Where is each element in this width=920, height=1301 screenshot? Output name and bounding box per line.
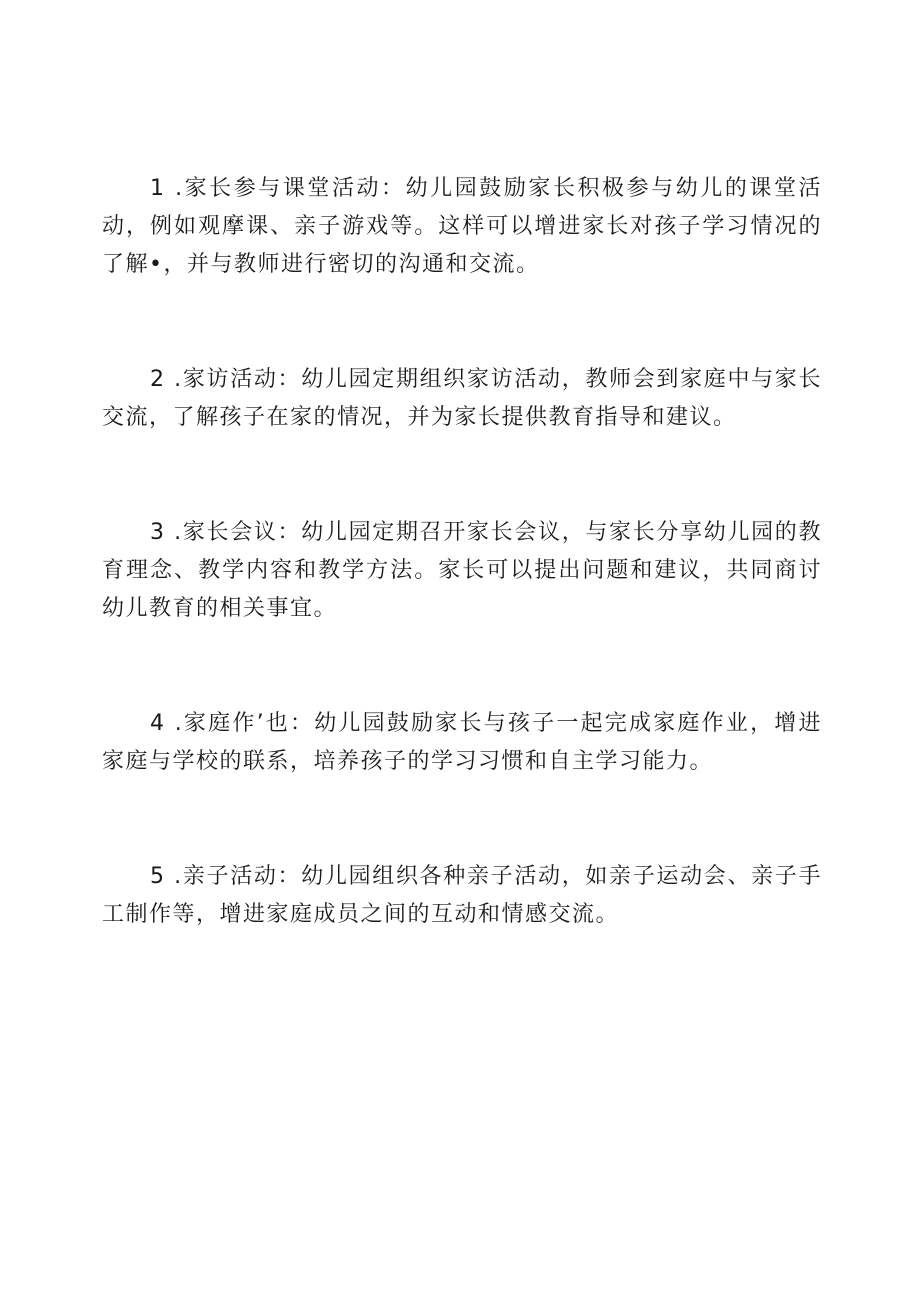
item-number: 5 xyxy=(150,864,166,889)
item-text: .家长会议：幼儿园定期召开家长会议，与家长分享幼儿园的教育理念、教学内容和教学方法。家长可以提出问题和建议，共同商讨幼儿教育的相关事宜。 xyxy=(102,520,822,621)
list-item xyxy=(102,705,822,781)
item-number: 3 xyxy=(150,520,166,545)
item-text: .家庭作’也：幼儿园鼓励家长与孩子一起完成家庭作业，增进家庭与学校的联系，培养孩子的学习习惯和自主学习能力。 xyxy=(102,711,822,774)
item-number: 4 xyxy=(150,711,166,736)
list-item xyxy=(102,170,822,284)
list-item xyxy=(102,514,822,628)
item-text: .亲子活动：幼儿园组织各种亲子活动，如亲子运动会、亲子手工制作等，增进家庭成员之间的互动和情感交流。 xyxy=(102,864,822,927)
list-item xyxy=(102,858,822,934)
item-number: 1 xyxy=(150,176,166,201)
item-number: 2 xyxy=(150,367,166,392)
item-text: .家长参与课堂活动：幼儿园鼓励家长积极参与幼儿的课堂活动，例如观摩课、亲子游戏等。这样可以增进家长对孩子学习情况的了解•，并与教师进行密切的沟通和交流。 xyxy=(102,176,823,277)
document-page xyxy=(102,170,822,1011)
list-item xyxy=(102,361,822,437)
item-text: .家访活动：幼儿园定期组织家访活动，教师会到家庭中与家长交流，了解孩子在家的情况，并为家长提供教育指导和建议。 xyxy=(102,367,822,430)
